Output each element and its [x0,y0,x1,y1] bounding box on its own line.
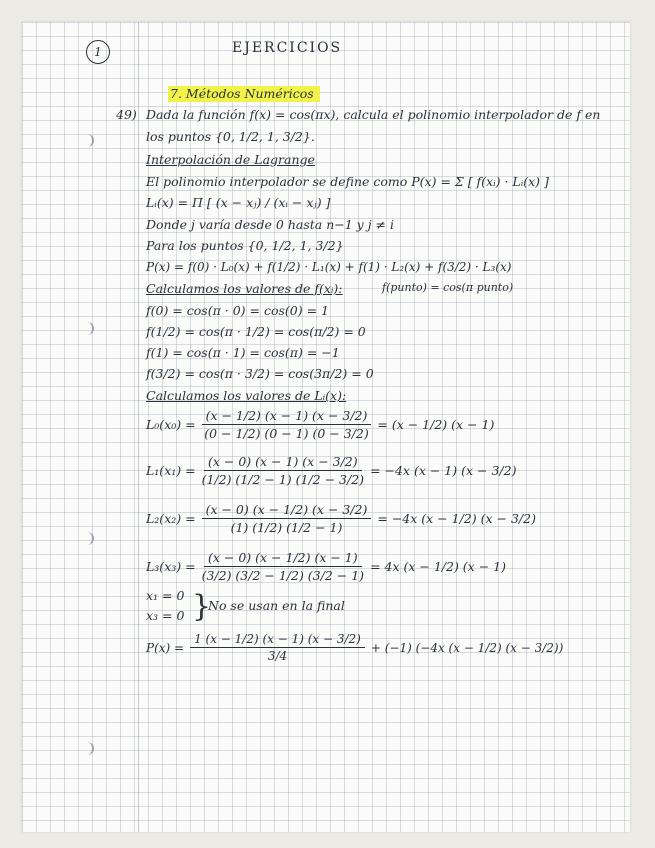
not-used-note: No se usan en la final [208,598,345,613]
binder-hole [81,532,94,545]
calc-l-heading: Calculamos los valores de Lᵢ(x): [146,388,347,403]
l0-numerator: (x − 1/2) (x − 1) (x − 3/2) [202,408,372,425]
l3-denominator: (3/2) (3/2 − 1/2) (3/2 − 1) [201,568,365,583]
points-line: Para los puntos {0, 1/2, 1, 3/2} [146,238,344,253]
l1-fraction [202,454,364,487]
l0-fraction [202,408,372,441]
px-expansion: P(x) = f(0) · L₀(x) + f(1/2) · L₁(x) + f(1) · L₂(x) + f(3/2) · L₃(x) [146,260,512,274]
where-line: Donde j varía desde 0 hasta n−1 y j ≠ i [146,217,394,232]
l2-lhs: L₂(x₂) = [146,511,196,526]
x1-zero: x₁ = 0 [146,588,185,603]
l1-equation [146,454,516,487]
f-value: f(3/2) = cos(π · 3/2) = cos(3π/2) = 0 [146,366,374,381]
lagrange-definition: El polinomio interpolador se define como P(x) = Σ [ f(xᵢ) · Lᵢ(x) ] [146,174,549,189]
final-rhs: + (−1) (−4x (x − 1/2) (x − 3/2)) [370,640,564,655]
x3-zero: x₃ = 0 [146,608,185,623]
notebook-page [22,22,630,832]
l0-rhs: = (x − 1/2) (x − 1) [377,417,495,432]
l3-lhs: L₃(x₃) = [146,559,196,574]
statement-line-1: Dada la función f(x) = cos(πx), calcula el polinomio interpolador de f en [146,107,601,122]
final-numerator: 1 (x − 1/2) (x − 1) (x − 3/2) [190,632,365,648]
li-definition: Lᵢ(x) = Π [ (x − xⱼ) / (xᵢ − xⱼ) ] [146,195,331,210]
statement-line-2: los puntos {0, 1/2, 1, 3/2}. [146,129,315,144]
final-denominator: 3/4 [267,649,288,663]
l2-rhs: = −4x (x − 1/2) (x − 3/2) [377,511,536,526]
f-value: f(1/2) = cos(π · 1/2) = cos(π/2) = 0 [146,324,366,339]
final-lhs: P(x) = [146,640,185,655]
f-value: f(0) = cos(π · 0) = cos(0) = 1 [146,303,329,318]
l3-rhs: = 4x (x − 1/2) (x − 1) [370,559,506,574]
l2-numerator: (x − 0) (x − 1/2) (x − 3/2) [202,502,372,519]
lagrange-heading: Interpolación de Lagrange [146,152,315,167]
page-number: 1 [86,40,110,64]
section-title: 7. Métodos Numéricos [168,86,320,102]
f-value: f(1) = cos(π · 1) = cos(π) = −1 [146,345,340,360]
l3-fraction [202,550,364,583]
calc-f-note: f(punto) = cos(π punto) [382,281,514,294]
binder-hole [81,322,94,335]
l0-equation [146,408,494,441]
l2-denominator: (1) (1/2) (1/2 − 1) [230,520,343,535]
final-polynomial [146,632,563,663]
l1-denominator: (1/2) (1/2 − 1) (1/2 − 3/2) [201,472,365,487]
l1-rhs: = −4x (x − 1) (x − 3/2) [370,463,517,478]
l3-numerator: (x − 0) (x − 1/2) (x − 1) [204,550,362,567]
l1-numerator: (x − 0) (x − 1) (x − 3/2) [204,454,362,471]
brace-symbol: } [192,589,212,624]
binder-hole [81,134,94,147]
l2-equation [146,502,536,535]
l1-lhs: L₁(x₁) = [146,463,196,478]
calc-f-heading: Calculamos los valores de f(xᵢ): [146,281,343,296]
page-title: EJERCICIOS [232,40,343,56]
l3-equation [146,550,506,583]
margin-line [138,22,139,832]
l0-denominator: (0 − 1/2) (0 − 1) (0 − 3/2) [204,426,369,441]
l2-fraction [202,502,372,535]
binder-hole [81,742,94,755]
final-fraction [190,632,365,663]
exercise-number: 49) [116,107,137,122]
l0-lhs: L₀(x₀) = [146,417,196,432]
